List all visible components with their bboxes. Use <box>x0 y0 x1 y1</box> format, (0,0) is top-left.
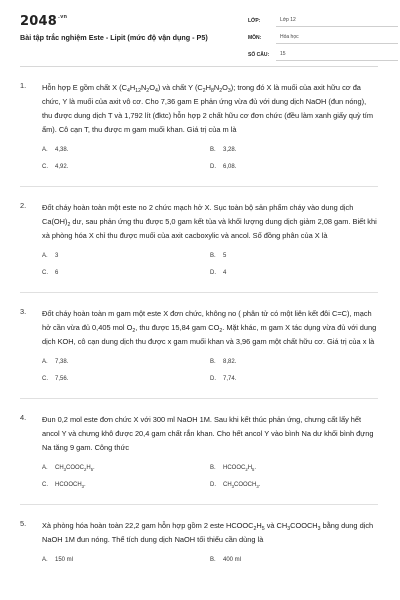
option-key: D. <box>210 376 216 382</box>
option-text: 150 ml <box>55 557 74 563</box>
document-title: Bài tập trắc nghiệm Este - Lipit (mức độ vận dụng - P5) <box>20 33 208 42</box>
option-text: 400 ml <box>223 557 242 563</box>
meta-row <box>248 10 398 27</box>
answer-option[interactable] <box>42 253 210 259</box>
answer-option[interactable] <box>210 147 378 153</box>
question-item <box>20 81 378 170</box>
question-number: 3. <box>20 307 27 316</box>
meta-label: SỐ CÂU: <box>248 52 270 58</box>
question-divider <box>20 504 378 505</box>
document-meta <box>248 10 398 61</box>
option-key: A. <box>42 557 48 563</box>
option-text: 5 <box>223 253 227 259</box>
meta-row <box>248 44 398 61</box>
answer-option[interactable] <box>210 359 378 365</box>
option-key: C. <box>42 270 48 276</box>
answer-option[interactable] <box>210 557 378 563</box>
option-text: 3 <box>55 253 59 259</box>
option-text: 3,28. <box>223 147 237 153</box>
question-number: 4. <box>20 413 27 422</box>
answer-option[interactable] <box>210 270 378 276</box>
site-logo[interactable] <box>20 14 67 29</box>
answer-options <box>42 465 378 488</box>
answer-option[interactable] <box>42 482 210 488</box>
option-key: A. <box>42 359 48 365</box>
answer-option[interactable] <box>210 253 378 259</box>
answer-options <box>42 359 378 382</box>
question-item <box>20 519 378 563</box>
meta-value: 15 <box>276 51 398 61</box>
option-text: 7,74. <box>223 376 237 382</box>
meta-value: Hóa học <box>276 34 398 44</box>
option-text: $CH_3COOC_2H_5$. <box>55 465 95 472</box>
answer-option[interactable] <box>42 376 210 382</box>
option-text: 6 <box>55 270 59 276</box>
logo-suffix: .vn <box>57 14 68 20</box>
question-text: Đốt cháy hoàn toàn m gam một este X đơn chức, không no ( phân tử có một liên kết đôi C=C), mạch hở cần vừa đủ 0,405 mol $O_2$, thu được 15,84 gam $CO_2$. Mặt khác, m gam X tác dụng vừa đủ với dung dịch KOH, cô cạn dung dịch thu được x gam muối khan và 3,96 gam một chất hữu cơ. Giá trị của x là <box>42 309 377 346</box>
option-text: 4,38. <box>55 147 69 153</box>
question-item <box>20 307 378 382</box>
option-key: A. <box>42 147 48 153</box>
option-text: 6,08. <box>223 164 237 170</box>
meta-row <box>248 27 398 44</box>
answer-option[interactable] <box>42 164 210 170</box>
question-text: Đun 0,2 mol este đơn chức X với 300 ml NaOH 1M. Sau khi kết thúc phản ứng, chưng cất lấy hết ancol Y và chưng khô được 20,4 gam chất rắn khan. Cho hết ancol Y vào bình Na dư khối bình đựng Na tăng 9 gam. Công thức <box>42 415 374 452</box>
option-text: $CH_3COOCH_3$. <box>223 482 261 489</box>
option-key: B. <box>210 359 216 365</box>
option-text: 4 <box>223 270 227 276</box>
question-number: 5. <box>20 519 27 528</box>
option-text: 4,92. <box>55 164 69 170</box>
option-text: 7,38. <box>55 359 69 365</box>
answer-option[interactable] <box>42 557 210 563</box>
question-text: Đốt cháy hoàn toàn một este no 2 chức mạch hở X. Sục toàn bộ sản phẩm cháy vào dung dịch $Ca(OH)_2$ dư, sau phản ứng thu được 5,0 gam kết tủa và khối lượng dung dịch giảm 2,08 gam. Biết khi xà phòng hóa X chỉ thu được muối của axit cacboxylic và ancol. Số đồng phân của X là <box>42 203 377 240</box>
option-key: A. <box>42 253 48 259</box>
question-item <box>20 413 378 488</box>
answer-options <box>42 253 378 276</box>
question-list <box>20 67 378 563</box>
question-number: 2. <box>20 201 27 210</box>
answer-option[interactable] <box>210 465 378 471</box>
answer-option[interactable] <box>210 164 378 170</box>
question-divider <box>20 186 378 187</box>
answer-option[interactable] <box>42 465 210 471</box>
option-text: 7,56. <box>55 376 69 382</box>
option-text: $HCOOC_2H_5$. <box>223 465 257 472</box>
option-key: B. <box>210 557 216 563</box>
option-key: C. <box>42 164 48 170</box>
meta-value: Lớp 12 <box>276 17 398 27</box>
option-key: B. <box>210 253 216 259</box>
option-text: $HCOOCH_3$. <box>55 482 86 489</box>
document-header <box>20 0 378 67</box>
option-key: A. <box>42 465 48 471</box>
question-item <box>20 201 378 276</box>
option-text: 8,82. <box>223 359 237 365</box>
option-key: D. <box>210 482 216 488</box>
answer-option[interactable] <box>210 482 378 488</box>
meta-label: LỚP: <box>248 18 261 24</box>
answer-options <box>42 147 378 170</box>
meta-label: MÔN: <box>248 35 262 41</box>
question-text: Hỗn hợp E gồm chất X $(C_4H_{12}N_2O_4)$ và chất Y $(C_2H_8N_2O_3)$; trong đó X là muối của axit hữu cơ đa chức, Y là muối của axit vô cơ. Cho 7,36 gam E phản ứng vừa đủ với dung dịch NaOH (đun nóng), thu được dung dịch T và 1,792 lít (đktc) hỗn hợp 2 chất hữu cơ đơn chức (đều làm xanh giấy quỳ tím ẩm). Cô cạn T, thu được m gam muối khan. Giá trị của m là <box>42 83 373 134</box>
question-number: 1. <box>20 81 27 90</box>
answer-option[interactable] <box>42 270 210 276</box>
option-key: D. <box>210 270 216 276</box>
option-key: C. <box>42 376 48 382</box>
question-text: Xà phòng hóa hoàn toàn 22,2 gam hỗn hợp gồm 2 este $HCOOC_2H_5$ và $CH_3COOCH_3$ bằng dung dịch NaOH 1M đun nóng. Thể tích dung dịch NaOH tối thiểu cần dùng là <box>42 521 374 544</box>
option-key: B. <box>210 147 216 153</box>
option-key: D. <box>210 164 216 170</box>
question-divider <box>20 292 378 293</box>
question-divider <box>20 398 378 399</box>
logo-text: 2048 <box>20 14 57 29</box>
answer-option[interactable] <box>210 376 378 382</box>
answer-options <box>42 557 378 563</box>
answer-option[interactable] <box>42 359 210 365</box>
option-key: B. <box>210 465 216 471</box>
answer-option[interactable] <box>42 147 210 153</box>
option-key: C. <box>42 482 48 488</box>
